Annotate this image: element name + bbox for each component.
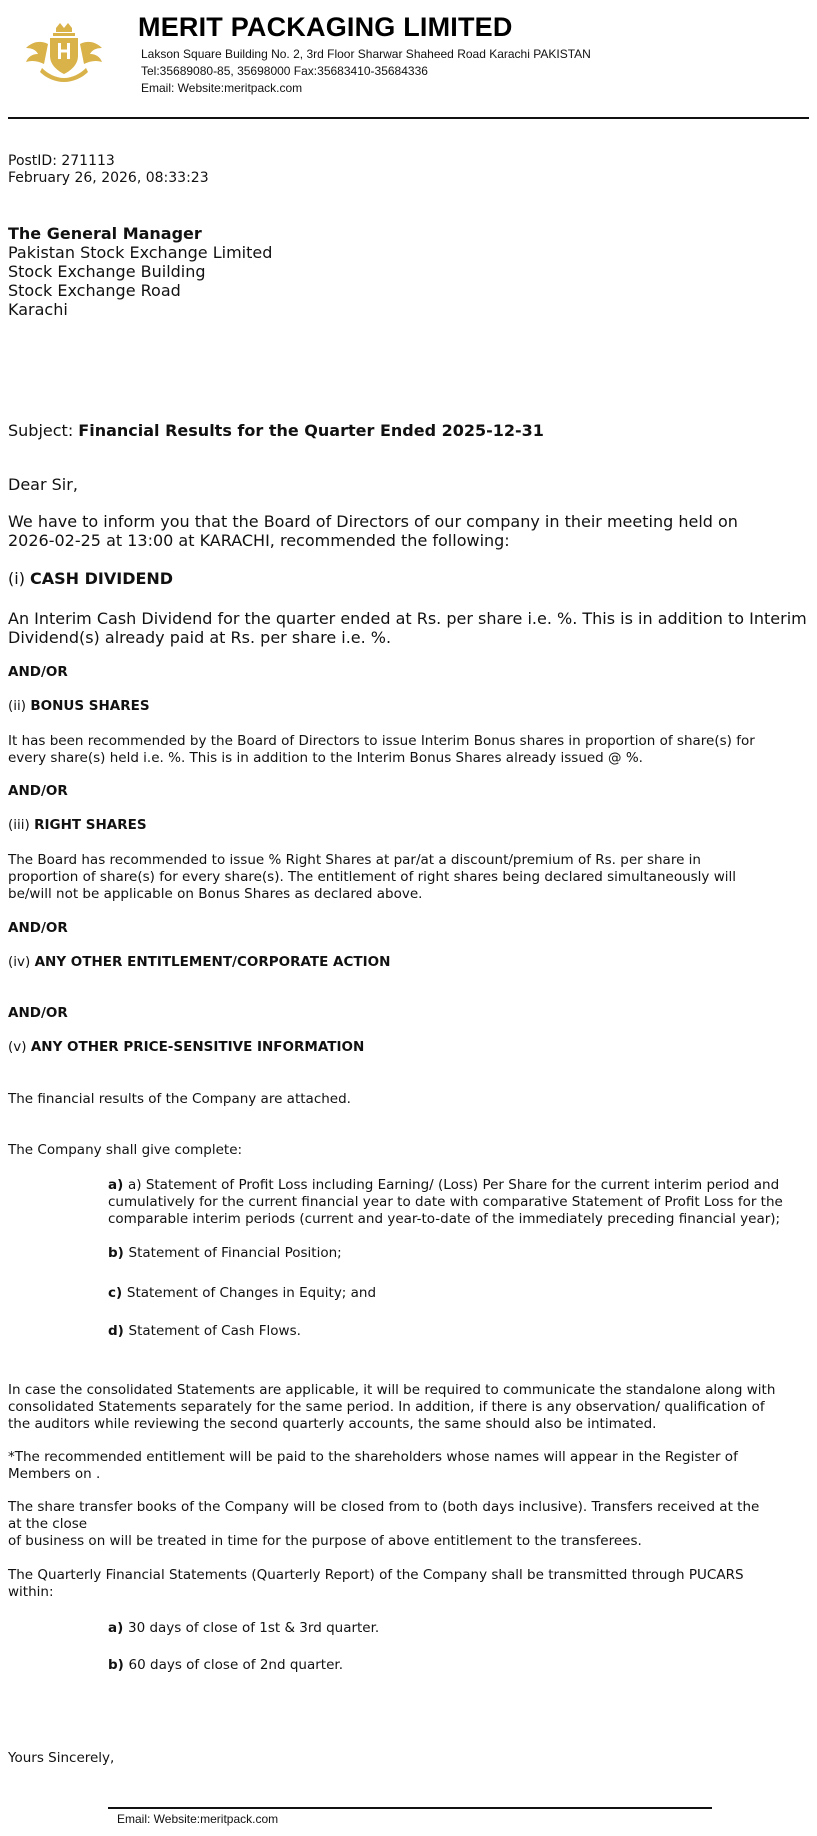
transfer-books: at the close <box>8 1516 88 1532</box>
letterhead <box>8 0 809 118</box>
and-or: AND/OR <box>8 783 68 799</box>
statement-item-cont: cumulatively for the current financial year to date with comparative Statement of Profit Loss for the <box>108 1194 783 1210</box>
footer-divider <box>108 1807 712 1809</box>
section-title: ANY OTHER ENTITLEMENT/CORPORATE ACTION <box>34 954 391 970</box>
section-title: BONUS SHARES <box>30 698 150 714</box>
section-title: ANY OTHER PRICE-SENSITIVE INFORMATION <box>30 1039 365 1055</box>
footer-email: Email: Website:meritpack.com <box>117 1812 279 1826</box>
item-text: Statement of Cash Flows. <box>128 1323 301 1339</box>
consolidated-text: consolidated Statements separately for the same period. In addition, if there is any observation/ qualification of <box>8 1399 765 1415</box>
right-text: be/will not be applicable on Bonus Shares as declared above. <box>8 886 423 902</box>
intro-line: We have to inform you that the Board of Directors of our company in their meeting held on <box>8 512 738 531</box>
company-address: Lakson Square Building No. 2, 3rd Floor Sharwar Shaheed Road Karachi PAKISTAN <box>141 47 591 61</box>
cash-dividend-heading <box>8 569 173 588</box>
transfer-books: of business on will be treated in time for the purpose of above entitlement to the transferees. <box>8 1533 642 1549</box>
pucars-text: The Quarterly Financial Statements (Quarterly Report) of the Company shall be transmitted through PUCARS <box>8 1567 744 1583</box>
item-text: Statement of Changes in Equity; and <box>126 1285 377 1301</box>
and-or: AND/OR <box>8 1005 68 1021</box>
right-text: proportion of share(s) for every share(s). The entitlement of right shares being declared simultaneously will <box>8 869 736 885</box>
subject <box>8 421 544 440</box>
salutation: Dear Sir, <box>8 475 78 494</box>
section-number: (iii) <box>8 817 35 833</box>
section-title: RIGHT SHARES <box>34 817 147 833</box>
intro-line: 2026-02-25 at 13:00 at KARACHI, recommended the following: <box>8 531 510 550</box>
bonus-text: It has been recommended by the Board of Directors to issue Interim Bonus shares in proportion of share(s) for <box>8 733 755 749</box>
subject-text: Financial Results for the Quarter Ended 2025-12-31 <box>78 421 544 440</box>
entitlement-note: Members on . <box>8 1466 101 1482</box>
addressee-line: Pakistan Stock Exchange Limited <box>8 243 273 262</box>
item-text: 60 days of close of 2nd quarter. <box>128 1657 343 1673</box>
addressee-line: Stock Exchange Road <box>8 281 181 300</box>
subject-label: Subject: <box>8 421 79 440</box>
right-heading <box>8 817 147 834</box>
item-label: b) <box>108 1245 129 1261</box>
company-tel-fax: Tel:35689080-85, 35698000 Fax:35683410-35684336 <box>141 64 428 78</box>
post-id: PostID: 271113 <box>8 153 115 169</box>
company-email: Email: Website:meritpack.com <box>141 81 303 95</box>
results-attached: The financial results of the Company are attached. <box>8 1091 351 1107</box>
post-datetime: February 26, 2026, 08:33:23 <box>8 170 209 186</box>
section-title: CASH DIVIDEND <box>30 569 174 588</box>
statement-item <box>108 1285 376 1302</box>
header-divider <box>8 117 809 119</box>
item-text: Statement of Financial Position; <box>128 1245 342 1261</box>
and-or: AND/OR <box>8 664 68 680</box>
pucars-item <box>108 1620 379 1637</box>
shall-give: The Company shall give complete: <box>8 1142 243 1158</box>
item-text: 30 days of close of 1st & 3rd quarter. <box>127 1620 380 1636</box>
section-number: (i) <box>8 569 31 588</box>
item-label: b) <box>108 1657 129 1673</box>
item-label: a) <box>108 1177 128 1193</box>
item-text: a) Statement of Profit Loss including Earning/ (Loss) Per Share for the current interim period and <box>127 1177 780 1193</box>
item-label: c) <box>108 1285 127 1301</box>
closing: Yours Sincerely, <box>8 1750 115 1766</box>
cash-dividend-text: Dividend(s) already paid at Rs. per share i.e. %. <box>8 628 392 647</box>
statement-item <box>108 1245 342 1262</box>
addressee-line: Stock Exchange Building <box>8 262 206 281</box>
bonus-heading <box>8 698 150 715</box>
statement-item <box>108 1177 779 1194</box>
addressee-line: Karachi <box>8 300 68 319</box>
addressee-title: The General Manager <box>8 224 202 243</box>
entitlement-note: *The recommended entitlement will be paid to the shareholders whose names will appear in the Register of <box>8 1449 738 1465</box>
section-number: (iv) <box>8 954 35 970</box>
statement-item-cont: comparable interim periods (current and year-to-date of the immediately preceding financial year); <box>108 1211 781 1227</box>
price-sensitive-heading <box>8 1039 364 1056</box>
and-or: AND/OR <box>8 920 68 936</box>
other-entitlement-heading <box>8 954 390 971</box>
section-number: (v) <box>8 1039 31 1055</box>
item-label: a) <box>108 1620 128 1636</box>
cash-dividend-text: An Interim Cash Dividend for the quarter ended at Rs. per share i.e. %. This is in addition to Interim <box>8 609 807 628</box>
statement-item <box>108 1323 301 1340</box>
bonus-text: every share(s) held i.e. %. This is in addition to the Interim Bonus Shares already issued @ %. <box>8 750 643 766</box>
company-name: MERIT PACKAGING LIMITED <box>138 12 513 42</box>
pucars-item <box>108 1657 343 1674</box>
item-label: d) <box>108 1323 129 1339</box>
section-number: (ii) <box>8 698 31 714</box>
crest-logo-icon <box>20 22 108 84</box>
right-text: The Board has recommended to issue % Right Shares at par/at a discount/premium of Rs. per share in <box>8 852 701 868</box>
consolidated-text: In case the consolidated Statements are applicable, it will be required to communicate the standalone along with <box>8 1382 776 1398</box>
transfer-books: The share transfer books of the Company will be closed from to (both days inclusive). Transfers received at the <box>8 1499 760 1515</box>
consolidated-text: the auditors while reviewing the second quarterly accounts, the same should also be intimated. <box>8 1416 657 1432</box>
pucars-text: within: <box>8 1584 54 1600</box>
